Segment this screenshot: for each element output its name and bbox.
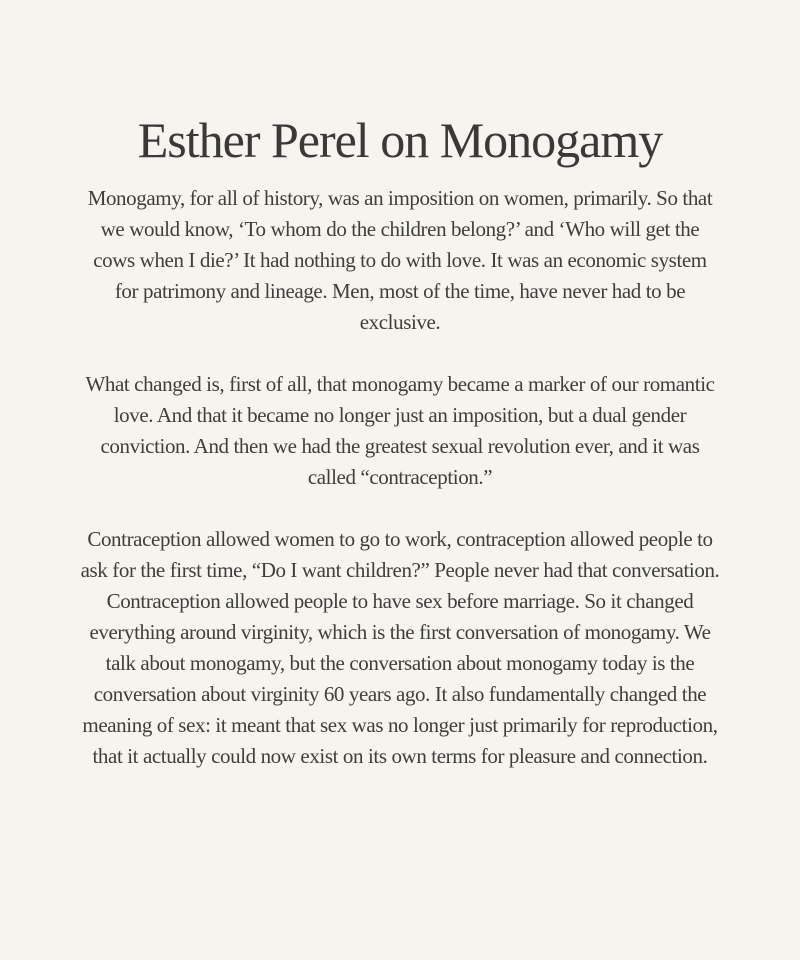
article-body: [80, 183, 720, 772]
paragraph-1: Monogamy, for all of history, was an imposition on women, primarily. So that we would know, ‘To whom do the children belong?’ and ‘Who will get the cows when I die?’ It had nothing to do with love. It was an economic system for patrimony and lineage. Men, most of the time, have never had to be exclusive.: [87, 186, 713, 334]
paragraph-3: Contraception allowed women to go to work, contraception allowed people to ask for the first time, “Do I want children?” People never had that conversation. Contraception allowed people to have sex before marriage. So it changed everything around virginity, which is the first conversation of monogamy. We talk about monogamy, but the conversation about monogamy today is the conversation about virginity 60 years ago. It also fundamentally changed the meaning of sex: it meant that sex was no longer just primarily for reproduction, that it actually could now exist on its own terms for pleasure and connection.: [80, 527, 720, 768]
page-title: Esther Perel on Monogamy: [137, 112, 663, 168]
paragraph-2: What changed is, first of all, that monogamy became a marker of our romantic love. And that it became no longer just an imposition, but a dual gender conviction. And then we had the greatest sexual revolution ever, and it was called “contraception.”: [85, 372, 715, 489]
